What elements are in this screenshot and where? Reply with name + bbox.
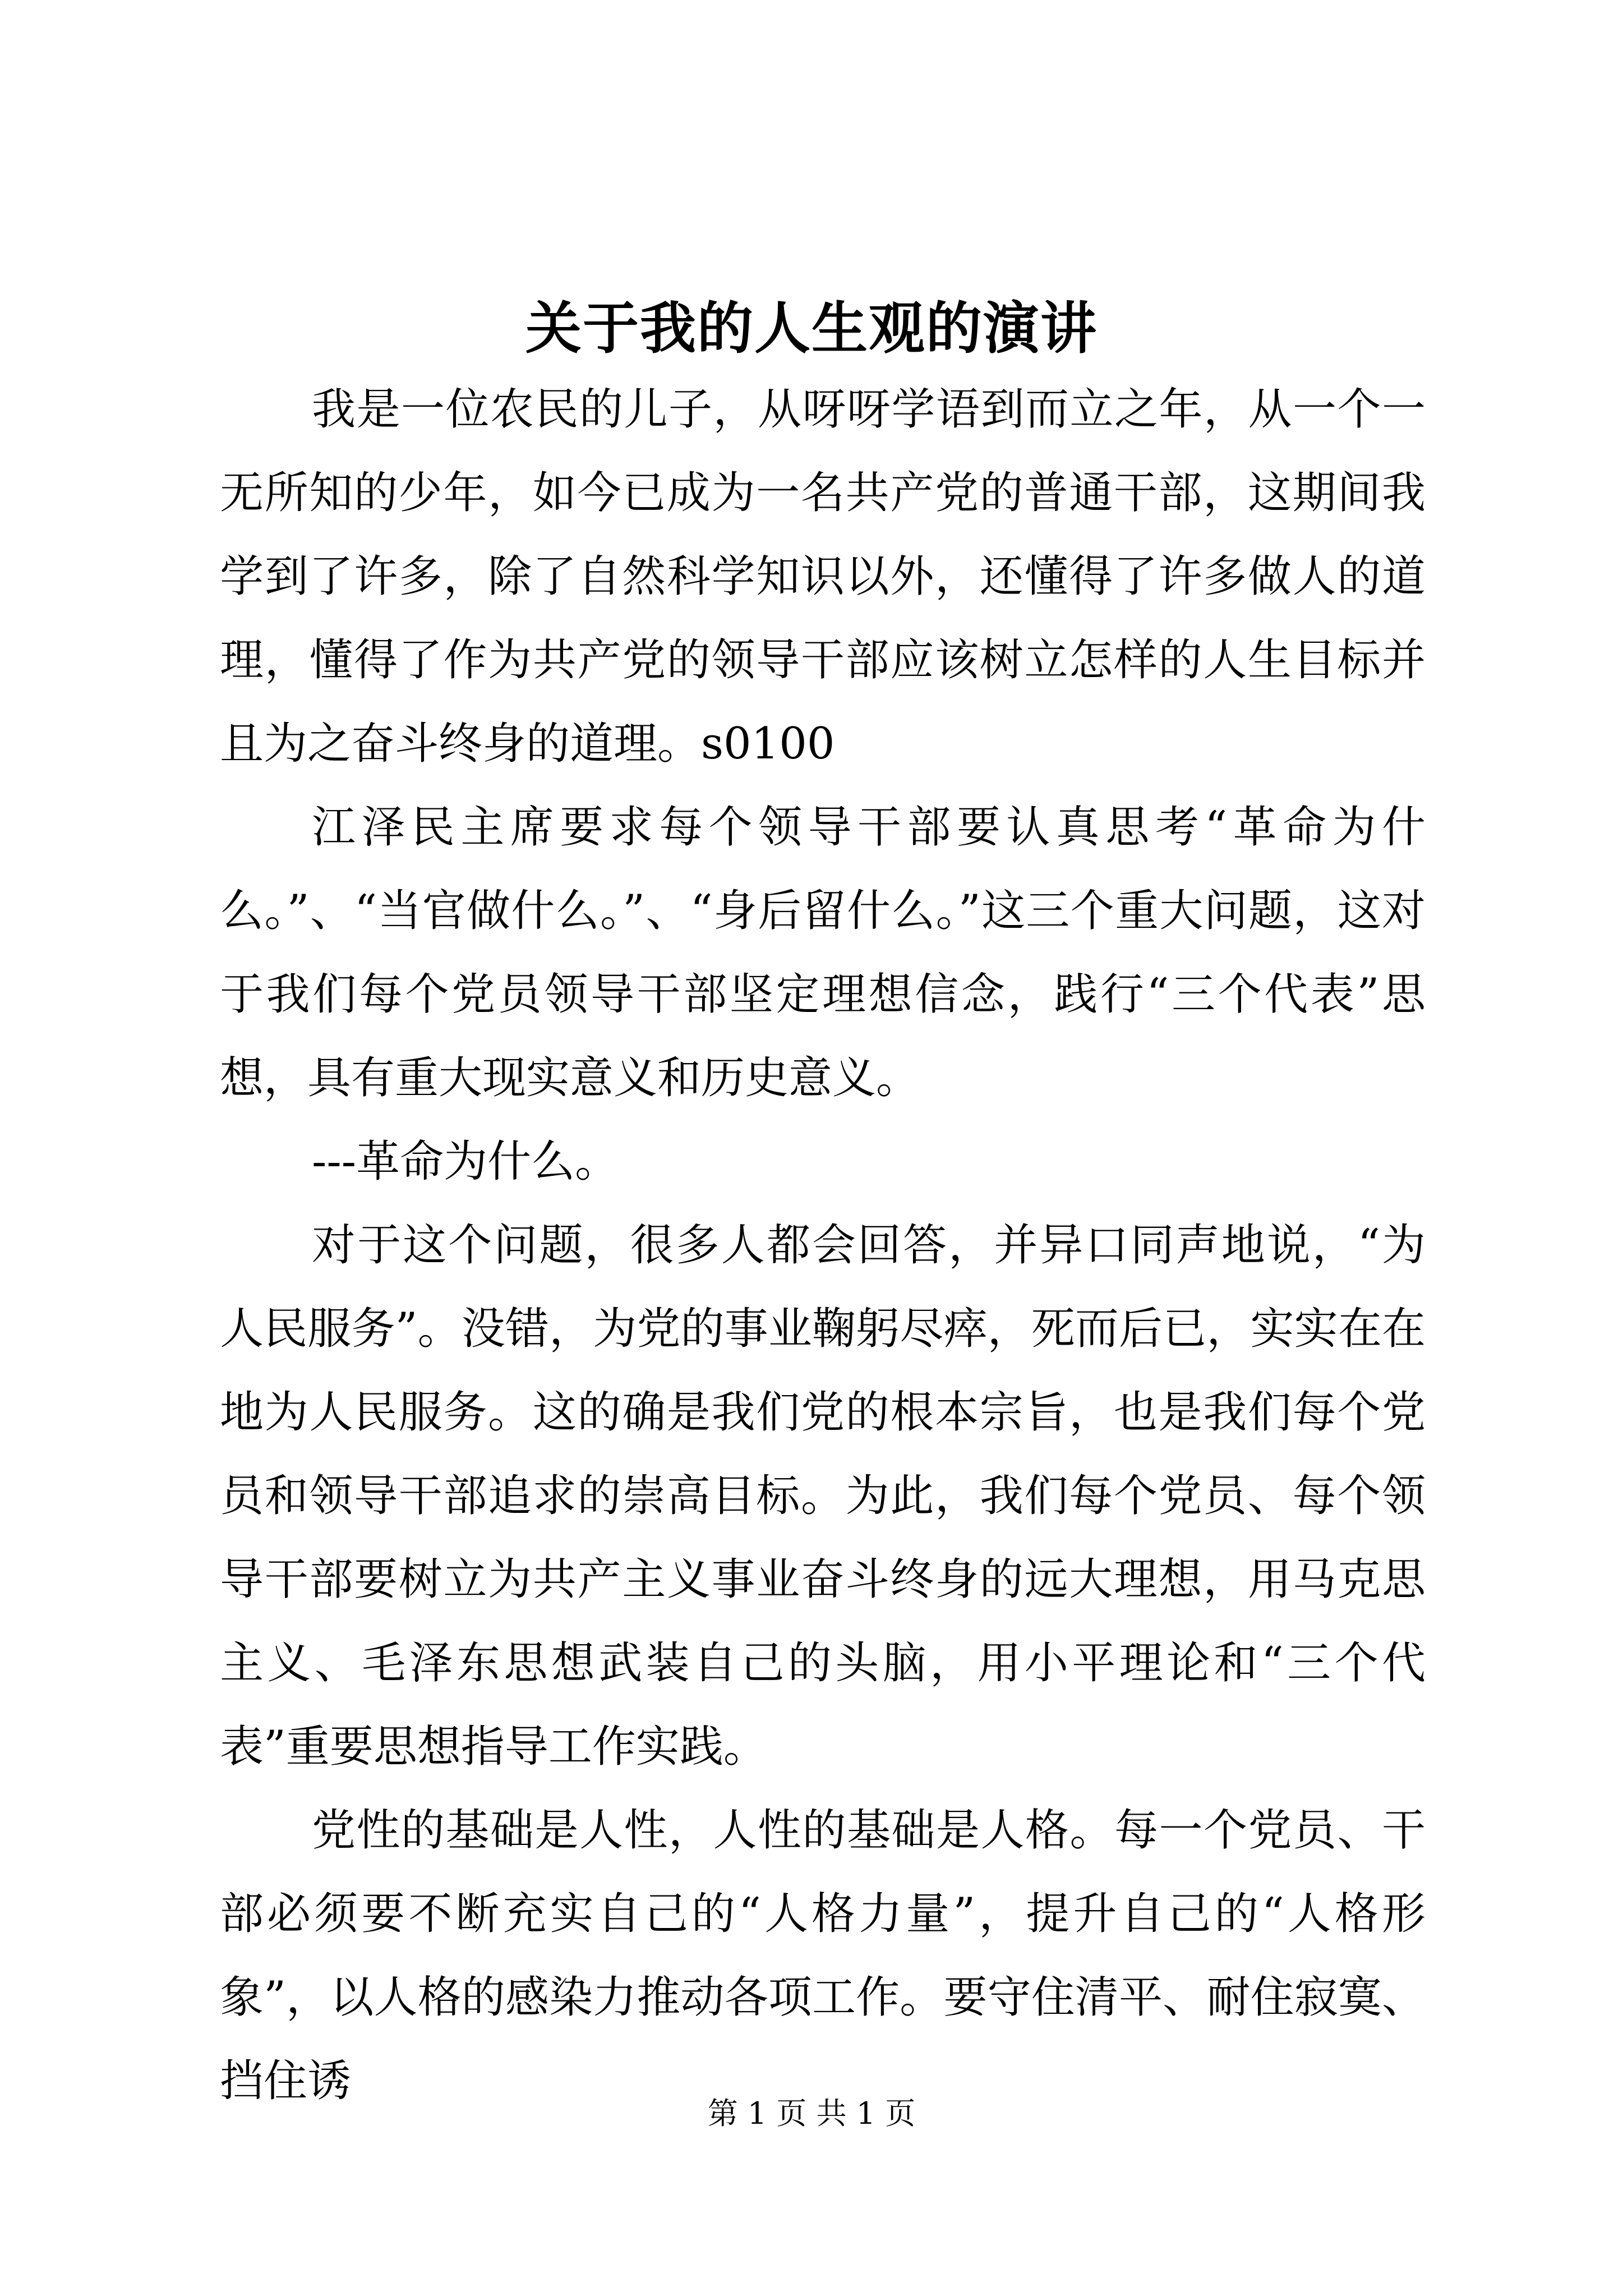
paragraph-1: 我是一位农民的儿子，从呀呀学语到而立之年，从一个一无所知的少年，如今已成为一名共产党的普通干部，这期间我学到了许多，除了自然科学知识以外，还懂得了许多做人的道理，懂得了作为共产党的领导干部应该树立怎样的人生目标并且为之奋斗终身的道理。s0100	[220, 384, 1426, 769]
document-body	[220, 368, 1426, 2123]
document-title: 关于我的人生观的演讲	[525, 295, 1098, 361]
paragraph-2: 江泽民主席要求每个领导干部要认真思考“革命为什么。”、“当官做什么。”、“身后留什么。”这三个重大问题，这对于我们每个党员领导干部坚定理想信念，践行“三个代表”思想，具有重大现实意义和历史意义。	[220, 802, 1426, 1103]
paragraph-5: 党性的基础是人性，人性的基础是人格。每一个党员、干部必须要不断充实自己的“人格力量”，提升自己的“人格形象”，以人格的感染力推动各项工作。要守住清平、耐住寂寞、挡住诱	[220, 1805, 1426, 2106]
paragraph-3: ---革命为什么。	[312, 1137, 619, 1187]
page-footer: 第 1 页 共 1 页	[707, 2096, 916, 2131]
paragraph-4: 对于这个问题，很多人都会回答，并异口同声地说，“为人民服务”。没错，为党的事业鞠躬尽瘁，死而后已，实实在在地为人民服务。这的确是我们党的根本宗旨，也是我们每个党员和领导干部追求的崇高目标。为此，我们每个党员、每个领导干部要树立为共产主义事业奋斗终身的远大理想，用马克思主义、毛泽东思想武装自己的头脑，用小平理论和“三个代表”重要思想指导工作实践。	[220, 1220, 1426, 1772]
